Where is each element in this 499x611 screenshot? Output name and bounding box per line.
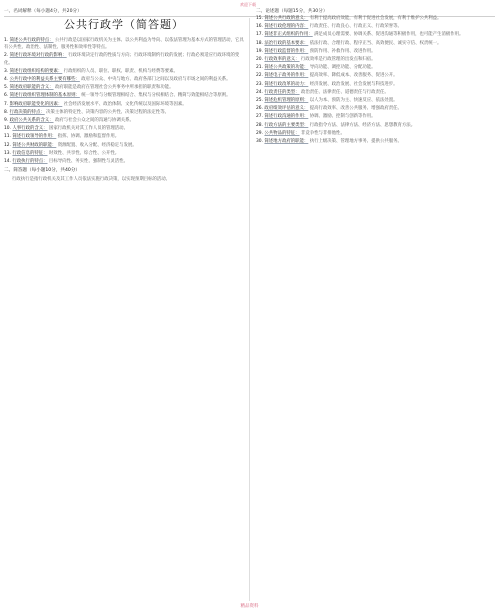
answer-text: 协调、激励、控制与创新等作用。 xyxy=(308,114,376,120)
question-item xyxy=(4,76,244,83)
question-text: 行政决策的特点： xyxy=(9,109,45,115)
question-text: 简述公共行政的意义： xyxy=(264,16,309,21)
question-number: 1. xyxy=(4,38,10,43)
question-number: 25. xyxy=(256,98,265,104)
question-text: 行政责任的类型： xyxy=(264,89,300,95)
question-text: 简述地方政府的职能： xyxy=(264,139,309,145)
right-column xyxy=(256,6,496,146)
question-item xyxy=(256,64,496,71)
answer-text: 导向功能、调控功能、分配功能。 xyxy=(308,65,376,71)
question-number: 10. xyxy=(4,126,13,132)
answer-text: 行政指令方法、法律方法、经济方法、思想教育方法。 xyxy=(308,122,416,128)
question-item xyxy=(256,138,496,145)
question-number: 6. xyxy=(4,93,10,99)
question-item xyxy=(4,52,244,66)
answer-text: 满足成员心理需要、协调关系、促进沟通等积极作用，也可能产生消极作用。 xyxy=(312,32,464,38)
question-text: 法治行政的基本要求： xyxy=(264,40,309,46)
left-column xyxy=(4,6,244,183)
question-item xyxy=(256,23,496,30)
question-item xyxy=(4,68,244,75)
question-item xyxy=(4,101,244,108)
question-number: 20. xyxy=(256,57,265,63)
question-number: 30. xyxy=(256,139,265,145)
question-text: 人事行政的含义： xyxy=(12,126,48,132)
answer-text: 决策主体的特定性、决策内容的公共性、决策过程的法定性等。 xyxy=(44,109,170,115)
question-number: 21. xyxy=(256,65,265,71)
question-text: 简述政府职能的含义： xyxy=(9,85,54,91)
question-text: 简述公共行政的特点： xyxy=(9,38,54,43)
question-text: 行政信息的特征： xyxy=(12,150,48,156)
question-number: 8. xyxy=(4,109,10,115)
question-text: 简述行政组织结构的要素： xyxy=(9,68,63,74)
answer-text: 有利于提高政府效能，有利于促进社会发展，有利于维护公共利益。 xyxy=(308,16,442,21)
question-text: 影响政府职能变化的因素： xyxy=(9,101,63,107)
question-text: 政府绩效评估的意义： xyxy=(264,106,309,112)
answer-text: 政府职能是政府在管理社会公共事务中所承担的职责和功能。 xyxy=(53,85,174,91)
question-text: 简述行政领导的作用： xyxy=(12,134,57,140)
right-intro: 二、论述题（每题15分，共30分） xyxy=(256,9,328,14)
answer-text: 依法行政、合理行政、程序正当、高效便民、诚实守信、权责统一。 xyxy=(308,40,442,46)
question-item xyxy=(256,113,496,120)
answer-text: 提高行政效率、改善公共服务、增强政府责任。 xyxy=(308,106,402,112)
answer-text: 指挥、协调、激励和监督作用。 xyxy=(56,134,120,140)
question-item xyxy=(256,130,496,137)
right-question-list xyxy=(256,15,496,145)
question-item xyxy=(256,89,496,96)
left-question-list xyxy=(4,37,244,165)
question-text: 简述危机管理的原则： xyxy=(264,98,309,104)
answer-text: 行政效率是行政管理的出发点和归宿。 xyxy=(299,57,376,63)
question-number: 24. xyxy=(256,89,265,95)
question-item xyxy=(4,84,244,91)
question-number: 16. xyxy=(256,24,265,30)
answer-text: 行政组织的人员、职位、职权、职责、机构与经费等要素。 xyxy=(62,68,178,74)
question-item xyxy=(4,92,244,99)
question-text: 行政执行的特点： xyxy=(12,159,48,165)
question-text: 简述行政监督的作用： xyxy=(264,48,309,54)
answer-text: 政府与社会公众之间的沟通与协调关系。 xyxy=(53,118,134,124)
question-item xyxy=(256,48,496,55)
question-number: 28. xyxy=(256,122,265,128)
question-number: 22. xyxy=(256,73,265,79)
answer-text: 统一领导与分级管理相结合、集权与分权相结合、精简与效能相结合等原则。 xyxy=(79,93,231,99)
question-number: 2. xyxy=(4,53,10,59)
question-item xyxy=(4,142,244,149)
question-text: 政府公共关系的含义： xyxy=(9,118,54,124)
question-item xyxy=(4,150,244,157)
question-item xyxy=(256,81,496,88)
question-text: 简述行政环境对行政的影响： xyxy=(9,53,67,59)
answer-text: 社会经济发展水平、政治体制、文化传统以及国际环境等因素。 xyxy=(62,101,187,107)
question-item xyxy=(256,122,496,129)
answer-text: 预防作用、补救作用、改进作用。 xyxy=(308,48,376,54)
question-item xyxy=(256,15,496,22)
question-item xyxy=(256,40,496,47)
question-number: 17. xyxy=(256,32,265,38)
question-number: 13. xyxy=(4,150,13,156)
page-title: 公共行政学（简答题） xyxy=(64,18,184,31)
answer-text: 提高效率、降低成本、改善服务、促进公开。 xyxy=(308,73,398,79)
answer-text: 目标导向性、务实性、强制性与灵活性。 xyxy=(47,159,128,165)
question-number: 9. xyxy=(4,118,10,124)
question-number: 23. xyxy=(256,81,265,87)
question-item xyxy=(4,158,244,165)
question-text: 简述公共政策的功能： xyxy=(264,65,309,71)
question-item xyxy=(256,31,496,38)
question-item xyxy=(4,133,244,140)
answer-text: 时效性、共享性、综合性、公开性。 xyxy=(47,150,120,156)
question-item xyxy=(4,37,244,51)
question-text: 简述非正式组织的作用： xyxy=(264,32,313,38)
question-number: 15. xyxy=(256,16,265,21)
left-paragraph: 行政执行是指行政机关及其工作人员依法实施行政决策，以实现预期目标的活动。 xyxy=(12,176,171,182)
column-divider xyxy=(249,18,250,601)
question-number: 26. xyxy=(256,106,265,112)
left-subhead: 二、简答题（每小题10分，共40分） xyxy=(4,168,81,174)
question-number: 19. xyxy=(256,48,265,54)
question-number: 12. xyxy=(4,142,13,148)
answer-text: 资源配置、收入分配、经济稳定与发展。 xyxy=(56,142,137,148)
answer-text: 国家行政机关对其工作人员的管理活动。 xyxy=(47,126,128,132)
question-number: 14. xyxy=(4,159,13,165)
question-item xyxy=(256,56,496,63)
question-text: 公共行政中的利益关系主要有哪些： xyxy=(9,77,80,83)
answer-text: 行政环境决定行政的性质与方向；行政环境制约行政的发展；行政必须适应行政环境的变化。 xyxy=(4,53,240,66)
question-number: 4. xyxy=(4,77,10,83)
answer-text: 执行上级决策、管理地方事务、提供公共服务。 xyxy=(308,139,402,145)
question-number: 5. xyxy=(4,85,10,91)
question-item xyxy=(4,117,244,124)
question-number: 27. xyxy=(256,114,265,120)
question-number: 3. xyxy=(4,68,10,74)
answer-text: 经济发展、政治发展、社会发展与科技进步。 xyxy=(308,81,398,87)
question-item xyxy=(256,72,496,79)
answer-text: 行政责任、行政良心、行政正义、行政荣誉等。 xyxy=(308,24,402,30)
answer-text: 以人为本、预防为主、快速反应、依法处置。 xyxy=(308,98,398,104)
answer-text: 公共行政是以国家行政机关为主体、以公共利益为导向、以依法管理为基本方式的管理活动，它具有公共性、政治性、法制性、服务性和效率性等特点。 xyxy=(4,38,244,51)
left-intro: 一、名词解释（每小题4分，共20分） xyxy=(4,9,82,14)
question-text: 行政效率的意义： xyxy=(264,57,300,63)
question-text: 简述行政伦理的内容： xyxy=(264,24,309,30)
page-footer: 精品资料 xyxy=(240,604,259,609)
answer-text: 政治责任、法律责任、道德责任与行政责任。 xyxy=(299,89,389,95)
question-number: 7. xyxy=(4,101,10,107)
question-text: 简述行政沟通的作用： xyxy=(264,114,309,120)
question-text: 公共物品的特征： xyxy=(264,130,300,136)
question-item xyxy=(256,105,496,112)
header-note: 欢迎下载 xyxy=(240,2,256,7)
question-number: 18. xyxy=(256,40,265,46)
question-text: 简述行政组织管理体制的基本原则： xyxy=(9,93,80,99)
question-text: 简述电子政务的作用： xyxy=(264,73,309,79)
question-number: 11. xyxy=(4,134,13,140)
question-text: 行政方法的主要类型： xyxy=(264,122,309,128)
question-number: 29. xyxy=(256,130,265,136)
question-item xyxy=(4,109,244,116)
question-text: 简述公共财政的职能： xyxy=(12,142,57,148)
question-text: 简述行政改革的动力： xyxy=(264,81,309,87)
question-item xyxy=(256,97,496,104)
answer-text: 政府与公众、中央与地方、政府各部门之间以及政府与市场之间的利益关系。 xyxy=(79,77,231,83)
answer-text: 非竞争性与非排他性。 xyxy=(299,130,345,136)
question-item xyxy=(4,125,244,132)
